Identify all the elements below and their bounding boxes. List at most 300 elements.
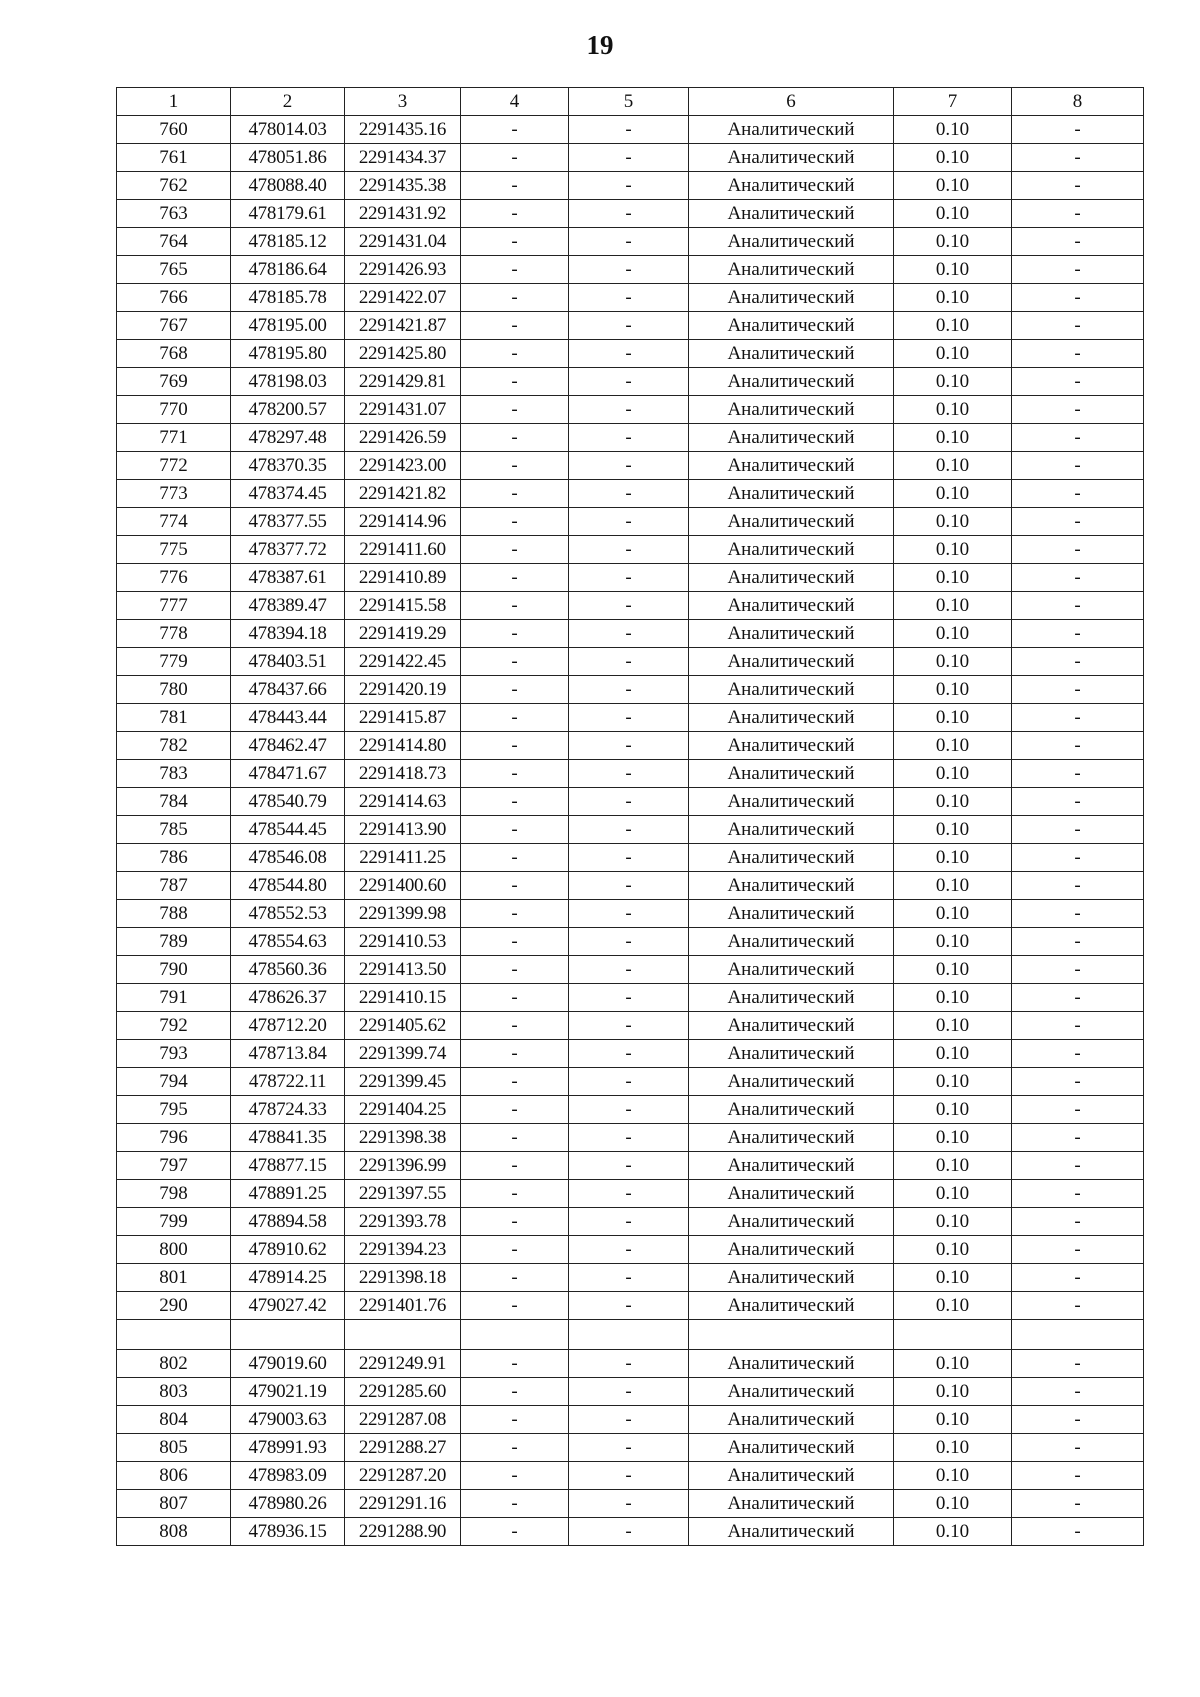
col-5-cell: - <box>569 340 689 368</box>
col-accuracy-cell: 0.10 <box>894 704 1012 732</box>
col-x-cell: 478179.61 <box>231 200 345 228</box>
col-method-cell: Аналитический <box>689 900 894 928</box>
col-number-cell: 770 <box>117 396 231 424</box>
col-y-cell: 2291397.55 <box>345 1180 461 1208</box>
col-5-cell: - <box>569 284 689 312</box>
col-y-cell: 2291418.73 <box>345 760 461 788</box>
col-x-cell: 478540.79 <box>231 788 345 816</box>
col-4-cell: - <box>461 1434 569 1462</box>
col-accuracy-cell: 0.10 <box>894 1462 1012 1490</box>
col-4-cell: - <box>461 648 569 676</box>
table-row <box>117 1208 1144 1236</box>
col-accuracy-cell: 0.10 <box>894 984 1012 1012</box>
col-number-cell: 797 <box>117 1152 231 1180</box>
col-accuracy-cell: 0.10 <box>894 1264 1012 1292</box>
col-8-cell: - <box>1012 1406 1144 1434</box>
col-5-cell: - <box>569 536 689 564</box>
col-method-cell: Аналитический <box>689 340 894 368</box>
col-x-cell: 478200.57 <box>231 396 345 424</box>
col-4-cell: - <box>461 368 569 396</box>
col-number-cell: 761 <box>117 144 231 172</box>
col-accuracy-cell: 0.10 <box>894 1068 1012 1096</box>
col-x-cell: 478554.63 <box>231 928 345 956</box>
col-method-cell: Аналитический <box>689 1264 894 1292</box>
col-5-cell: - <box>569 480 689 508</box>
col-method-cell: Аналитический <box>689 1180 894 1208</box>
col-8-cell: - <box>1012 928 1144 956</box>
col-method-cell: Аналитический <box>689 984 894 1012</box>
col-4-cell: - <box>461 172 569 200</box>
col-5-cell: - <box>569 1068 689 1096</box>
col-8-cell: - <box>1012 368 1144 396</box>
col-5-cell: - <box>569 1350 689 1378</box>
col-8-cell: - <box>1012 1462 1144 1490</box>
col-y-cell: 2291398.38 <box>345 1124 461 1152</box>
page-number: 19 <box>586 30 614 60</box>
col-method-cell: Аналитический <box>689 1068 894 1096</box>
col-method-cell: Аналитический <box>689 760 894 788</box>
col-4-cell: - <box>461 984 569 1012</box>
col-5-cell: - <box>569 872 689 900</box>
col-method-cell: Аналитический <box>689 788 894 816</box>
col-method-cell: Аналитический <box>689 1518 894 1546</box>
col-4-cell: - <box>461 844 569 872</box>
col-5-cell: - <box>569 396 689 424</box>
col-8-cell: - <box>1012 900 1144 928</box>
col-5-cell <box>569 1320 689 1350</box>
col-method-cell: Аналитический <box>689 228 894 256</box>
col-5-cell: - <box>569 564 689 592</box>
col-number-cell: 774 <box>117 508 231 536</box>
col-x-cell: 478394.18 <box>231 620 345 648</box>
col-y-cell: 2291410.89 <box>345 564 461 592</box>
col-5-cell: - <box>569 1434 689 1462</box>
coordinates-table <box>116 87 1144 1546</box>
col-4-cell: - <box>461 760 569 788</box>
table-row <box>117 704 1144 732</box>
col-method-cell: Аналитический <box>689 452 894 480</box>
table-row <box>117 172 1144 200</box>
col-y-cell: 2291422.07 <box>345 284 461 312</box>
col-method-cell: Аналитический <box>689 396 894 424</box>
col-8-cell: - <box>1012 116 1144 144</box>
col-x-cell: 478195.80 <box>231 340 345 368</box>
col-method-cell: Аналитический <box>689 844 894 872</box>
col-accuracy-cell: 0.10 <box>894 1518 1012 1546</box>
table-row <box>117 900 1144 928</box>
col-number-cell: 763 <box>117 200 231 228</box>
col-method-cell: Аналитический <box>689 1292 894 1320</box>
col-4-cell: - <box>461 340 569 368</box>
col-5-cell: - <box>569 760 689 788</box>
col-method-cell: Аналитический <box>689 508 894 536</box>
table-row <box>117 1068 1144 1096</box>
col-4-cell: - <box>461 816 569 844</box>
col-8-cell: - <box>1012 732 1144 760</box>
col-x-cell: 478552.53 <box>231 900 345 928</box>
col-8-cell: - <box>1012 1124 1144 1152</box>
col-4-cell: - <box>461 592 569 620</box>
col-x-cell: 478712.20 <box>231 1012 345 1040</box>
col-number-cell: 777 <box>117 592 231 620</box>
col-4-cell: - <box>461 704 569 732</box>
col-accuracy-cell: 0.10 <box>894 144 1012 172</box>
col-8-cell: - <box>1012 704 1144 732</box>
table-row <box>117 1462 1144 1490</box>
col-4-cell: - <box>461 256 569 284</box>
col-accuracy-cell: 0.10 <box>894 1350 1012 1378</box>
col-number-cell: 805 <box>117 1434 231 1462</box>
col-accuracy-cell: 0.10 <box>894 620 1012 648</box>
col-y-cell: 2291425.80 <box>345 340 461 368</box>
col-accuracy-cell: 0.10 <box>894 116 1012 144</box>
col-accuracy-cell: 0.10 <box>894 368 1012 396</box>
col-accuracy-cell: 0.10 <box>894 788 1012 816</box>
table-row <box>117 1406 1144 1434</box>
col-number-cell: 804 <box>117 1406 231 1434</box>
col-method-cell: Аналитический <box>689 1012 894 1040</box>
col-5-cell: - <box>569 1264 689 1292</box>
col-8-cell: - <box>1012 592 1144 620</box>
col-number-cell: 764 <box>117 228 231 256</box>
col-x-cell: 478722.11 <box>231 1068 345 1096</box>
col-x-cell: 478377.55 <box>231 508 345 536</box>
col-8-cell: - <box>1012 1350 1144 1378</box>
col-method-cell: Аналитический <box>689 424 894 452</box>
col-accuracy-cell: 0.10 <box>894 256 1012 284</box>
col-5-cell: - <box>569 788 689 816</box>
col-x-cell: 478186.64 <box>231 256 345 284</box>
col-5-cell: - <box>569 256 689 284</box>
col-method-cell: Аналитический <box>689 1434 894 1462</box>
table-row <box>117 1152 1144 1180</box>
col-x-cell: 478370.35 <box>231 452 345 480</box>
col-8-cell: - <box>1012 956 1144 984</box>
header-cell-5: 5 <box>569 88 689 116</box>
col-accuracy-cell: 0.10 <box>894 1152 1012 1180</box>
col-method-cell: Аналитический <box>689 284 894 312</box>
col-number-cell: 766 <box>117 284 231 312</box>
col-accuracy-cell: 0.10 <box>894 424 1012 452</box>
col-4-cell: - <box>461 1152 569 1180</box>
col-5-cell: - <box>569 928 689 956</box>
col-4-cell: - <box>461 872 569 900</box>
col-8-cell: - <box>1012 312 1144 340</box>
col-method-cell: Аналитический <box>689 676 894 704</box>
col-accuracy-cell: 0.10 <box>894 592 1012 620</box>
col-method-cell: Аналитический <box>689 1462 894 1490</box>
col-x-cell: 478297.48 <box>231 424 345 452</box>
col-accuracy-cell: 0.10 <box>894 732 1012 760</box>
table-row <box>117 1350 1144 1378</box>
col-number-cell: 792 <box>117 1012 231 1040</box>
col-4-cell: - <box>461 312 569 340</box>
table-row <box>117 928 1144 956</box>
col-5-cell: - <box>569 704 689 732</box>
col-4-cell: - <box>461 1350 569 1378</box>
table-row <box>117 1434 1144 1462</box>
col-accuracy-cell: 0.10 <box>894 900 1012 928</box>
col-5-cell: - <box>569 1378 689 1406</box>
col-method-cell: Аналитический <box>689 116 894 144</box>
col-5-cell: - <box>569 1406 689 1434</box>
col-4-cell: - <box>461 1180 569 1208</box>
col-4-cell: - <box>461 1292 569 1320</box>
col-5-cell: - <box>569 172 689 200</box>
col-accuracy-cell: 0.10 <box>894 648 1012 676</box>
col-4-cell: - <box>461 1264 569 1292</box>
col-8-cell: - <box>1012 452 1144 480</box>
col-x-cell: 478626.37 <box>231 984 345 1012</box>
table-row <box>117 788 1144 816</box>
header-cell-6: 6 <box>689 88 894 116</box>
col-y-cell: 2291288.90 <box>345 1518 461 1546</box>
col-accuracy-cell: 0.10 <box>894 1180 1012 1208</box>
col-accuracy-cell: 0.10 <box>894 1378 1012 1406</box>
col-x-cell: 478544.80 <box>231 872 345 900</box>
col-y-cell: 2291285.60 <box>345 1378 461 1406</box>
col-accuracy-cell: 0.10 <box>894 228 1012 256</box>
col-y-cell: 2291419.29 <box>345 620 461 648</box>
col-number-cell: 767 <box>117 312 231 340</box>
col-8-cell: - <box>1012 788 1144 816</box>
col-8-cell: - <box>1012 984 1144 1012</box>
col-4-cell: - <box>461 1378 569 1406</box>
col-accuracy-cell: 0.10 <box>894 1208 1012 1236</box>
col-number-cell: 803 <box>117 1378 231 1406</box>
col-y-cell: 2291423.00 <box>345 452 461 480</box>
col-8-cell: - <box>1012 1236 1144 1264</box>
col-number-cell: 775 <box>117 536 231 564</box>
col-4-cell: - <box>461 1490 569 1518</box>
col-y-cell: 2291396.99 <box>345 1152 461 1180</box>
col-y-cell: 2291401.76 <box>345 1292 461 1320</box>
col-method-cell: Аналитический <box>689 1124 894 1152</box>
col-5-cell: - <box>569 1180 689 1208</box>
col-x-cell: 478914.25 <box>231 1264 345 1292</box>
table-row <box>117 956 1144 984</box>
header-cell-4: 4 <box>461 88 569 116</box>
col-x-cell: 479027.42 <box>231 1292 345 1320</box>
col-method-cell: Аналитический <box>689 1378 894 1406</box>
col-4-cell: - <box>461 900 569 928</box>
col-accuracy-cell: 0.10 <box>894 1292 1012 1320</box>
col-5-cell: - <box>569 620 689 648</box>
col-8-cell: - <box>1012 1012 1144 1040</box>
table-row <box>117 592 1144 620</box>
col-x-cell: 478544.45 <box>231 816 345 844</box>
table-row <box>117 1040 1144 1068</box>
table-row <box>117 1490 1144 1518</box>
col-x-cell: 478713.84 <box>231 1040 345 1068</box>
col-x-cell: 478560.36 <box>231 956 345 984</box>
col-4-cell: - <box>461 284 569 312</box>
table-row <box>117 536 1144 564</box>
col-number-cell: 793 <box>117 1040 231 1068</box>
col-method-cell: Аналитический <box>689 312 894 340</box>
col-5-cell: - <box>569 228 689 256</box>
table-row <box>117 844 1144 872</box>
col-y-cell: 2291399.45 <box>345 1068 461 1096</box>
col-method-cell: Аналитический <box>689 480 894 508</box>
col-4-cell: - <box>461 1462 569 1490</box>
col-method-cell <box>689 1320 894 1350</box>
col-4-cell: - <box>461 424 569 452</box>
col-method-cell: Аналитический <box>689 1208 894 1236</box>
col-x-cell: 478841.35 <box>231 1124 345 1152</box>
col-method-cell: Аналитический <box>689 648 894 676</box>
col-accuracy-cell: 0.10 <box>894 396 1012 424</box>
col-8-cell: - <box>1012 340 1144 368</box>
col-accuracy-cell: 0.10 <box>894 1406 1012 1434</box>
col-y-cell: 2291414.80 <box>345 732 461 760</box>
col-number-cell: 788 <box>117 900 231 928</box>
col-accuracy-cell: 0.10 <box>894 1012 1012 1040</box>
col-number-cell: 776 <box>117 564 231 592</box>
col-8-cell: - <box>1012 1180 1144 1208</box>
col-4-cell: - <box>461 536 569 564</box>
col-y-cell: 2291405.62 <box>345 1012 461 1040</box>
header-cell-8: 8 <box>1012 88 1144 116</box>
col-accuracy-cell: 0.10 <box>894 1236 1012 1264</box>
header-cell-1: 1 <box>117 88 231 116</box>
col-number-cell: 787 <box>117 872 231 900</box>
col-8-cell: - <box>1012 200 1144 228</box>
table-row <box>117 564 1144 592</box>
table-row <box>117 732 1144 760</box>
col-accuracy-cell: 0.10 <box>894 816 1012 844</box>
col-y-cell: 2291410.53 <box>345 928 461 956</box>
col-4-cell: - <box>461 452 569 480</box>
col-number-cell: 806 <box>117 1462 231 1490</box>
empty-row <box>117 1320 1144 1350</box>
col-number-cell: 765 <box>117 256 231 284</box>
col-8-cell: - <box>1012 816 1144 844</box>
col-5-cell: - <box>569 1490 689 1518</box>
col-number-cell: 768 <box>117 340 231 368</box>
header-row <box>117 88 1144 116</box>
col-number-cell: 789 <box>117 928 231 956</box>
col-8-cell <box>1012 1320 1144 1350</box>
col-y-cell: 2291398.18 <box>345 1264 461 1292</box>
col-x-cell: 479021.19 <box>231 1378 345 1406</box>
col-method-cell: Аналитический <box>689 928 894 956</box>
col-5-cell: - <box>569 1124 689 1152</box>
col-method-cell: Аналитический <box>689 200 894 228</box>
col-5-cell: - <box>569 144 689 172</box>
col-number-cell: 794 <box>117 1068 231 1096</box>
col-accuracy-cell: 0.10 <box>894 1096 1012 1124</box>
col-4-cell: - <box>461 144 569 172</box>
col-5-cell: - <box>569 732 689 760</box>
col-4-cell: - <box>461 1124 569 1152</box>
col-5-cell: - <box>569 452 689 480</box>
col-4-cell: - <box>461 480 569 508</box>
col-y-cell: 2291411.60 <box>345 536 461 564</box>
col-x-cell: 478910.62 <box>231 1236 345 1264</box>
col-5-cell: - <box>569 816 689 844</box>
col-method-cell: Аналитический <box>689 1096 894 1124</box>
col-8-cell: - <box>1012 1518 1144 1546</box>
col-5-cell: - <box>569 1518 689 1546</box>
col-x-cell: 478983.09 <box>231 1462 345 1490</box>
table-row <box>117 760 1144 788</box>
col-4-cell: - <box>461 228 569 256</box>
table-row <box>117 1096 1144 1124</box>
col-4-cell: - <box>461 956 569 984</box>
table-row <box>117 200 1144 228</box>
col-x-cell: 478185.78 <box>231 284 345 312</box>
col-number-cell: 808 <box>117 1518 231 1546</box>
col-8-cell: - <box>1012 1068 1144 1096</box>
col-4-cell: - <box>461 1208 569 1236</box>
col-accuracy-cell: 0.10 <box>894 928 1012 956</box>
col-number-cell: 798 <box>117 1180 231 1208</box>
col-4-cell: - <box>461 396 569 424</box>
col-x-cell: 478980.26 <box>231 1490 345 1518</box>
col-accuracy-cell: 0.10 <box>894 1040 1012 1068</box>
col-4-cell: - <box>461 1406 569 1434</box>
col-4-cell: - <box>461 676 569 704</box>
col-x-cell: 478891.25 <box>231 1180 345 1208</box>
col-accuracy-cell: 0.10 <box>894 872 1012 900</box>
col-x-cell: 478462.47 <box>231 732 345 760</box>
col-accuracy-cell: 0.10 <box>894 844 1012 872</box>
col-8-cell: - <box>1012 676 1144 704</box>
col-method-cell: Аналитический <box>689 1236 894 1264</box>
col-y-cell: 2291399.74 <box>345 1040 461 1068</box>
col-y-cell: 2291288.27 <box>345 1434 461 1462</box>
col-number-cell: 786 <box>117 844 231 872</box>
col-method-cell: Аналитический <box>689 1490 894 1518</box>
col-method-cell: Аналитический <box>689 144 894 172</box>
col-8-cell: - <box>1012 1264 1144 1292</box>
col-8-cell: - <box>1012 172 1144 200</box>
col-8-cell: - <box>1012 1490 1144 1518</box>
col-5-cell: - <box>569 424 689 452</box>
col-4-cell: - <box>461 1068 569 1096</box>
col-8-cell: - <box>1012 1152 1144 1180</box>
col-5-cell: - <box>569 676 689 704</box>
table-row <box>117 1124 1144 1152</box>
col-y-cell: 2291415.58 <box>345 592 461 620</box>
table-row <box>117 1012 1144 1040</box>
col-accuracy-cell: 0.10 <box>894 1434 1012 1462</box>
col-y-cell: 2291431.92 <box>345 200 461 228</box>
col-x-cell: 478403.51 <box>231 648 345 676</box>
col-number-cell: 290 <box>117 1292 231 1320</box>
table-row <box>117 396 1144 424</box>
col-8-cell: - <box>1012 1292 1144 1320</box>
col-y-cell: 2291287.08 <box>345 1406 461 1434</box>
table-row <box>117 984 1144 1012</box>
col-method-cell: Аналитический <box>689 1350 894 1378</box>
col-method-cell: Аналитический <box>689 732 894 760</box>
col-y-cell: 2291415.87 <box>345 704 461 732</box>
col-accuracy-cell: 0.10 <box>894 536 1012 564</box>
table-row <box>117 256 1144 284</box>
col-y-cell: 2291393.78 <box>345 1208 461 1236</box>
col-5-cell: - <box>569 116 689 144</box>
col-method-cell: Аналитический <box>689 592 894 620</box>
col-number-cell: 784 <box>117 788 231 816</box>
col-8-cell: - <box>1012 144 1144 172</box>
col-method-cell: Аналитический <box>689 368 894 396</box>
col-8-cell: - <box>1012 1208 1144 1236</box>
col-method-cell: Аналитический <box>689 704 894 732</box>
col-8-cell: - <box>1012 396 1144 424</box>
col-8-cell: - <box>1012 760 1144 788</box>
